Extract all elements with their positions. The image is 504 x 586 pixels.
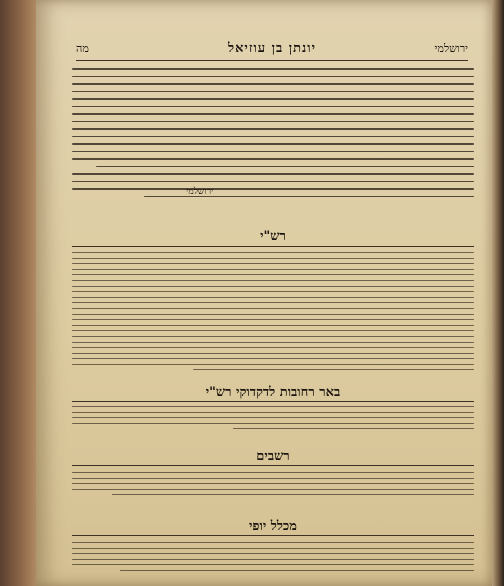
biur-heading: באר רחובות לדקדוקי רש"י bbox=[205, 385, 341, 400]
section-divider bbox=[72, 401, 474, 402]
rashi-text bbox=[72, 252, 474, 375]
michlal-heading: מכלל יופי bbox=[249, 519, 297, 534]
page-header bbox=[76, 40, 468, 61]
section-divider bbox=[72, 535, 474, 536]
page-title: יונתן בן עוזיאל bbox=[228, 41, 316, 56]
page-edge bbox=[492, 0, 504, 586]
section-divider bbox=[72, 246, 474, 247]
book-page bbox=[36, 0, 492, 586]
book-spine bbox=[0, 0, 36, 586]
rishonim-heading: רשבים bbox=[256, 449, 290, 464]
targum-text bbox=[72, 68, 474, 203]
section-divider bbox=[72, 465, 474, 466]
rashi-heading: רש"י bbox=[260, 229, 286, 244]
michlal-text bbox=[72, 542, 474, 576]
header-right-label: ירושלמי bbox=[434, 42, 468, 55]
biur-text bbox=[72, 406, 474, 434]
jerusalem-label: ירושלמי bbox=[186, 187, 214, 197]
page-number: מה bbox=[76, 42, 89, 55]
rishonim-text bbox=[72, 472, 474, 500]
